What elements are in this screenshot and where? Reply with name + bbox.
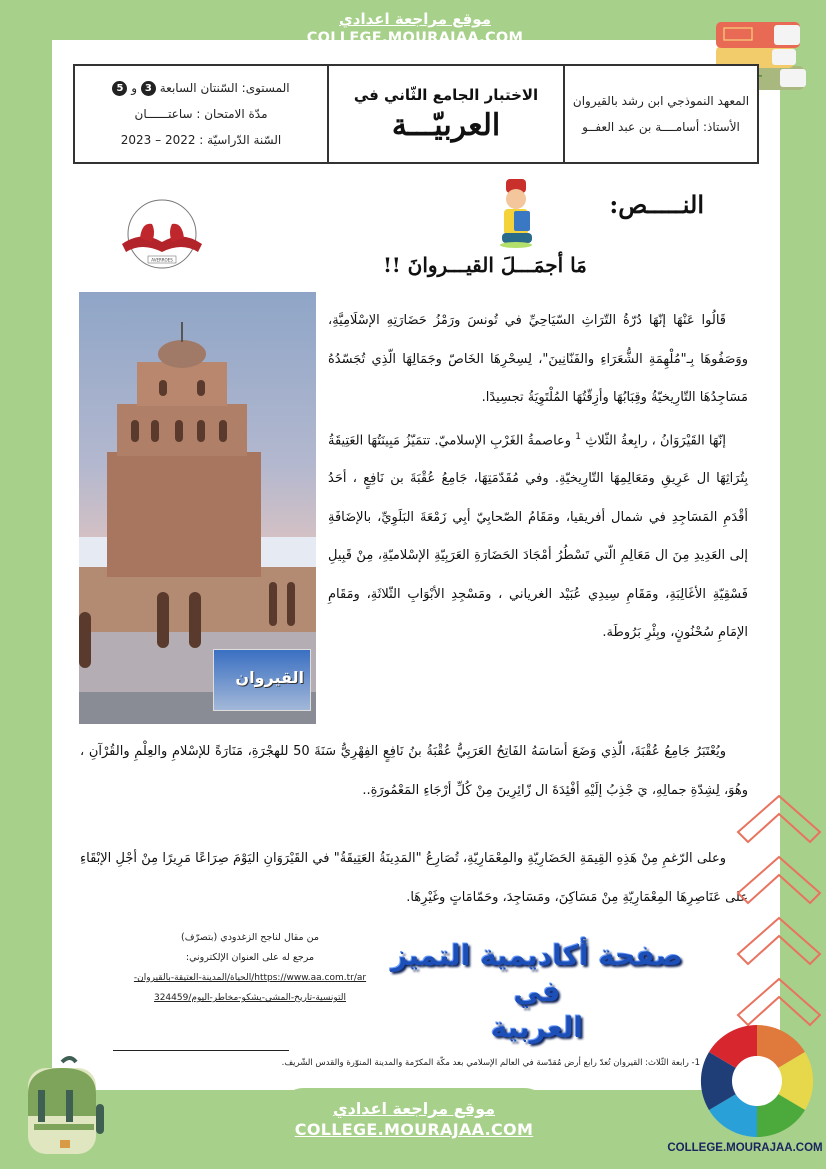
paragraph-4-text: وعلى الرّغمِ مِنْ هَذِهِ القِيمَةِ الحَضَارِيّةِ والمِعْمَارِيّةِ، تُصَارِعُ "المَدِينَةُ العَتِيقَةُ" في القَيْرَوَانِ اليَوْمَ صِرَاعًا مَرِيرًا مِنْ أجْلِ الإبْقَاءِ على عَنَاصِرِهَا المِعْمَارِيّةِ مِنْ مَسَاكِنَ، ومَسَاجِدَ، وحَمّامَاتٍ وغَيْرِهَا. bbox=[80, 851, 748, 905]
source-reference-label: مرجع له على العنوان الإلكتروني: bbox=[185, 952, 315, 963]
level-line bbox=[112, 75, 289, 101]
header-title-cell bbox=[327, 66, 563, 162]
header-info-cell bbox=[75, 66, 327, 162]
source-link-2[interactable]: التونسية-تاريخ-المشي-يشكو-مخاطر-اليوم/324459 bbox=[153, 993, 347, 1003]
level-badge-5: 5 bbox=[112, 81, 127, 96]
passage-narrow-column bbox=[328, 302, 748, 653]
site-banner-arabic[interactable]: موقع مراجعة اعدادي bbox=[339, 10, 491, 28]
exam-duration: مدّة الامتحان : ساعتــــــان bbox=[134, 107, 268, 121]
paragraph-1 bbox=[328, 302, 748, 418]
academy-promo-line-1: صفحة أكاديمية التميز في bbox=[391, 939, 683, 1008]
paragraph-2-text-b: وعاصمةُ الغَرْبِ الإسلاميّ. تتمَيّزُ مَبِينَتُهَا العَتِيقَةُ بِتُرَاثِهَا ال عَرِيقِ ومَعَالِمِهَا التّارِيخيّةِ. وفي مُقَدّمَتِهَا، جَامِعُ عُقْبَةَ بن نَافِعٍ ، أحَدُ أقْدَمِ المَسَاجِدِ في شمال أفريقيا، ومَقَامُ الصّحابِيّ أبِي زَمْعَةَ البَلَوِيِّ، بالإضَافَةِ إلى العَدِيدِ مِنَ ال مَعَالِمِ الّتي تَسْطُرُ أمْجَادَ الحَضَارَةِ العَرَبِيّةِ الإسْلاميّةِ، مِنْ قَبِيلِ فَسْقِيّةِ الأغَالِبَةِ، ومَقَامِ سِيدِي عُبَيْد الغرياني ، ومَسْجِدِ الأبْوَابِ الثّلاثَةِ، ومَقَامِ الإمَامِ سُحْنُونٍ، وبِئْرِ بَرُوطَة. bbox=[328, 432, 748, 641]
svg-text:AVERROES: AVERROES bbox=[151, 257, 173, 263]
backpack-icon bbox=[10, 1054, 114, 1162]
source-link-1[interactable]: https://www.aa.com.tr/ar/الحياة/المدينة-العتيقة-بالقيروان- bbox=[133, 973, 367, 983]
source-citation bbox=[110, 928, 390, 1008]
subject-title: العربيّـــة bbox=[391, 107, 501, 143]
footnote-divider bbox=[113, 1050, 289, 1051]
site-banner-url[interactable]: COLLEGE.MOURAJAA.COM bbox=[294, 1120, 534, 1139]
paragraph-1-text: قَالُوا عَنْهَا إنّهَا دُرّةُ التّرَاثِ السّيَاحِيِّ في تُونسَ ورَمْزُ حَضَارَتِهِ الإسْلَامِيَّةِ، ووَصَفُوهَا بِـ"مُلْهِمَةِ الشُّعَرَاءِ والفَنّانِينَ"، لِسِحْرِهَا الخَاصّ وجَمَالِهَا الّذِي تُجَسّدُهُ مَسَاجِدُهَا التّارِيخيّةُ وقِبَابُهَا وأزِقّتُهَا المُلْتَوِيَةُ تجسِيدًا. bbox=[328, 313, 748, 405]
paragraph-2 bbox=[328, 418, 748, 653]
site-banner-url[interactable]: COLLEGE.MOURAJAA.COM bbox=[306, 30, 524, 46]
source-author: من مقال لناجح الزغدودي (بتصرّف) bbox=[181, 932, 319, 943]
paragraph-2-text-a: إنّهَا القَيْرَوَانُ ، رابِعةُ الثّلاثِ bbox=[585, 432, 727, 448]
exam-header-table bbox=[73, 64, 759, 164]
site-banner-bottom[interactable] bbox=[276, 1088, 552, 1169]
chevron-up-icon bbox=[734, 914, 824, 976]
section-label: النـــــص: bbox=[609, 190, 704, 219]
site-banner-top[interactable] bbox=[290, 10, 540, 47]
school-logo-icon bbox=[112, 196, 212, 274]
exam-title: الاختبار الجامع الثّاني في bbox=[353, 85, 539, 104]
footnote: 1- رابعة الثّلاث: القيروان تُعدّ رابع أرض مُقدّسة في العالم الإسلامي بعد مكّة المكرّمة والمدينة المنوّرة والقدس الشّريف. bbox=[281, 1058, 700, 1068]
reading-boy-icon bbox=[492, 177, 544, 249]
level-badge-3: 3 bbox=[141, 81, 156, 96]
chevron-up-icon bbox=[734, 853, 824, 915]
text-title: مَا أجمَـــلَ القيـــروانَ !! bbox=[383, 253, 587, 277]
paragraph-4 bbox=[80, 840, 748, 917]
header-school-cell bbox=[563, 66, 757, 162]
paragraph-3 bbox=[80, 733, 748, 810]
level-joiner: و bbox=[131, 81, 138, 95]
photo-city-badge: القيروان bbox=[213, 649, 311, 711]
teacher-name: الأستاذ: أسامــــة بن عبد العفــو bbox=[582, 120, 740, 134]
site-logo-caption[interactable]: COLLEGE.MOURAJAA.COM bbox=[667, 1142, 823, 1154]
school-name: المعهد النموذجي ابن رشد بالقيروان bbox=[572, 94, 750, 108]
site-banner-arabic[interactable]: موقع مراجعة اعدادي bbox=[332, 1099, 496, 1118]
site-logo-wheel-icon[interactable] bbox=[694, 1022, 820, 1140]
academy-promo bbox=[372, 938, 702, 1046]
footnote-marker[interactable]: 1 bbox=[575, 431, 581, 442]
level-label: المستوى: السّنتان السابعة bbox=[159, 81, 290, 95]
chevron-up-icon bbox=[734, 792, 824, 854]
school-year: السّنة الدّراسيّة : 2022 – 2023 bbox=[120, 133, 282, 147]
academy-promo-line-2: العربية bbox=[490, 1011, 584, 1044]
paragraph-3-text: ويُعْتَبَرُ جَامِعُ عُقْبَةَ، الّذِي وَضَعَ أسَاسَهُ الفَاتِحُ العَرَبِيُّ عُقْبَةُ بنُ نَافِعٍ الفِهْرِيُّ سَنَةَ 50 للهجْرَةِ، مَنَارَةً للإسْلامِ والعِلْمِ والقُرْآنِ ، وهُوَ، لِشِدّةِ جمالِهِ، يَ جْذِبُ إلَيْهِ أفْئِدَةَ ال زّائِرِينَ مِنْ كُلِّ أرْجَاءِ المَعْمُورَةِ.. bbox=[80, 744, 748, 798]
kairouan-mosque-photo bbox=[79, 292, 316, 724]
